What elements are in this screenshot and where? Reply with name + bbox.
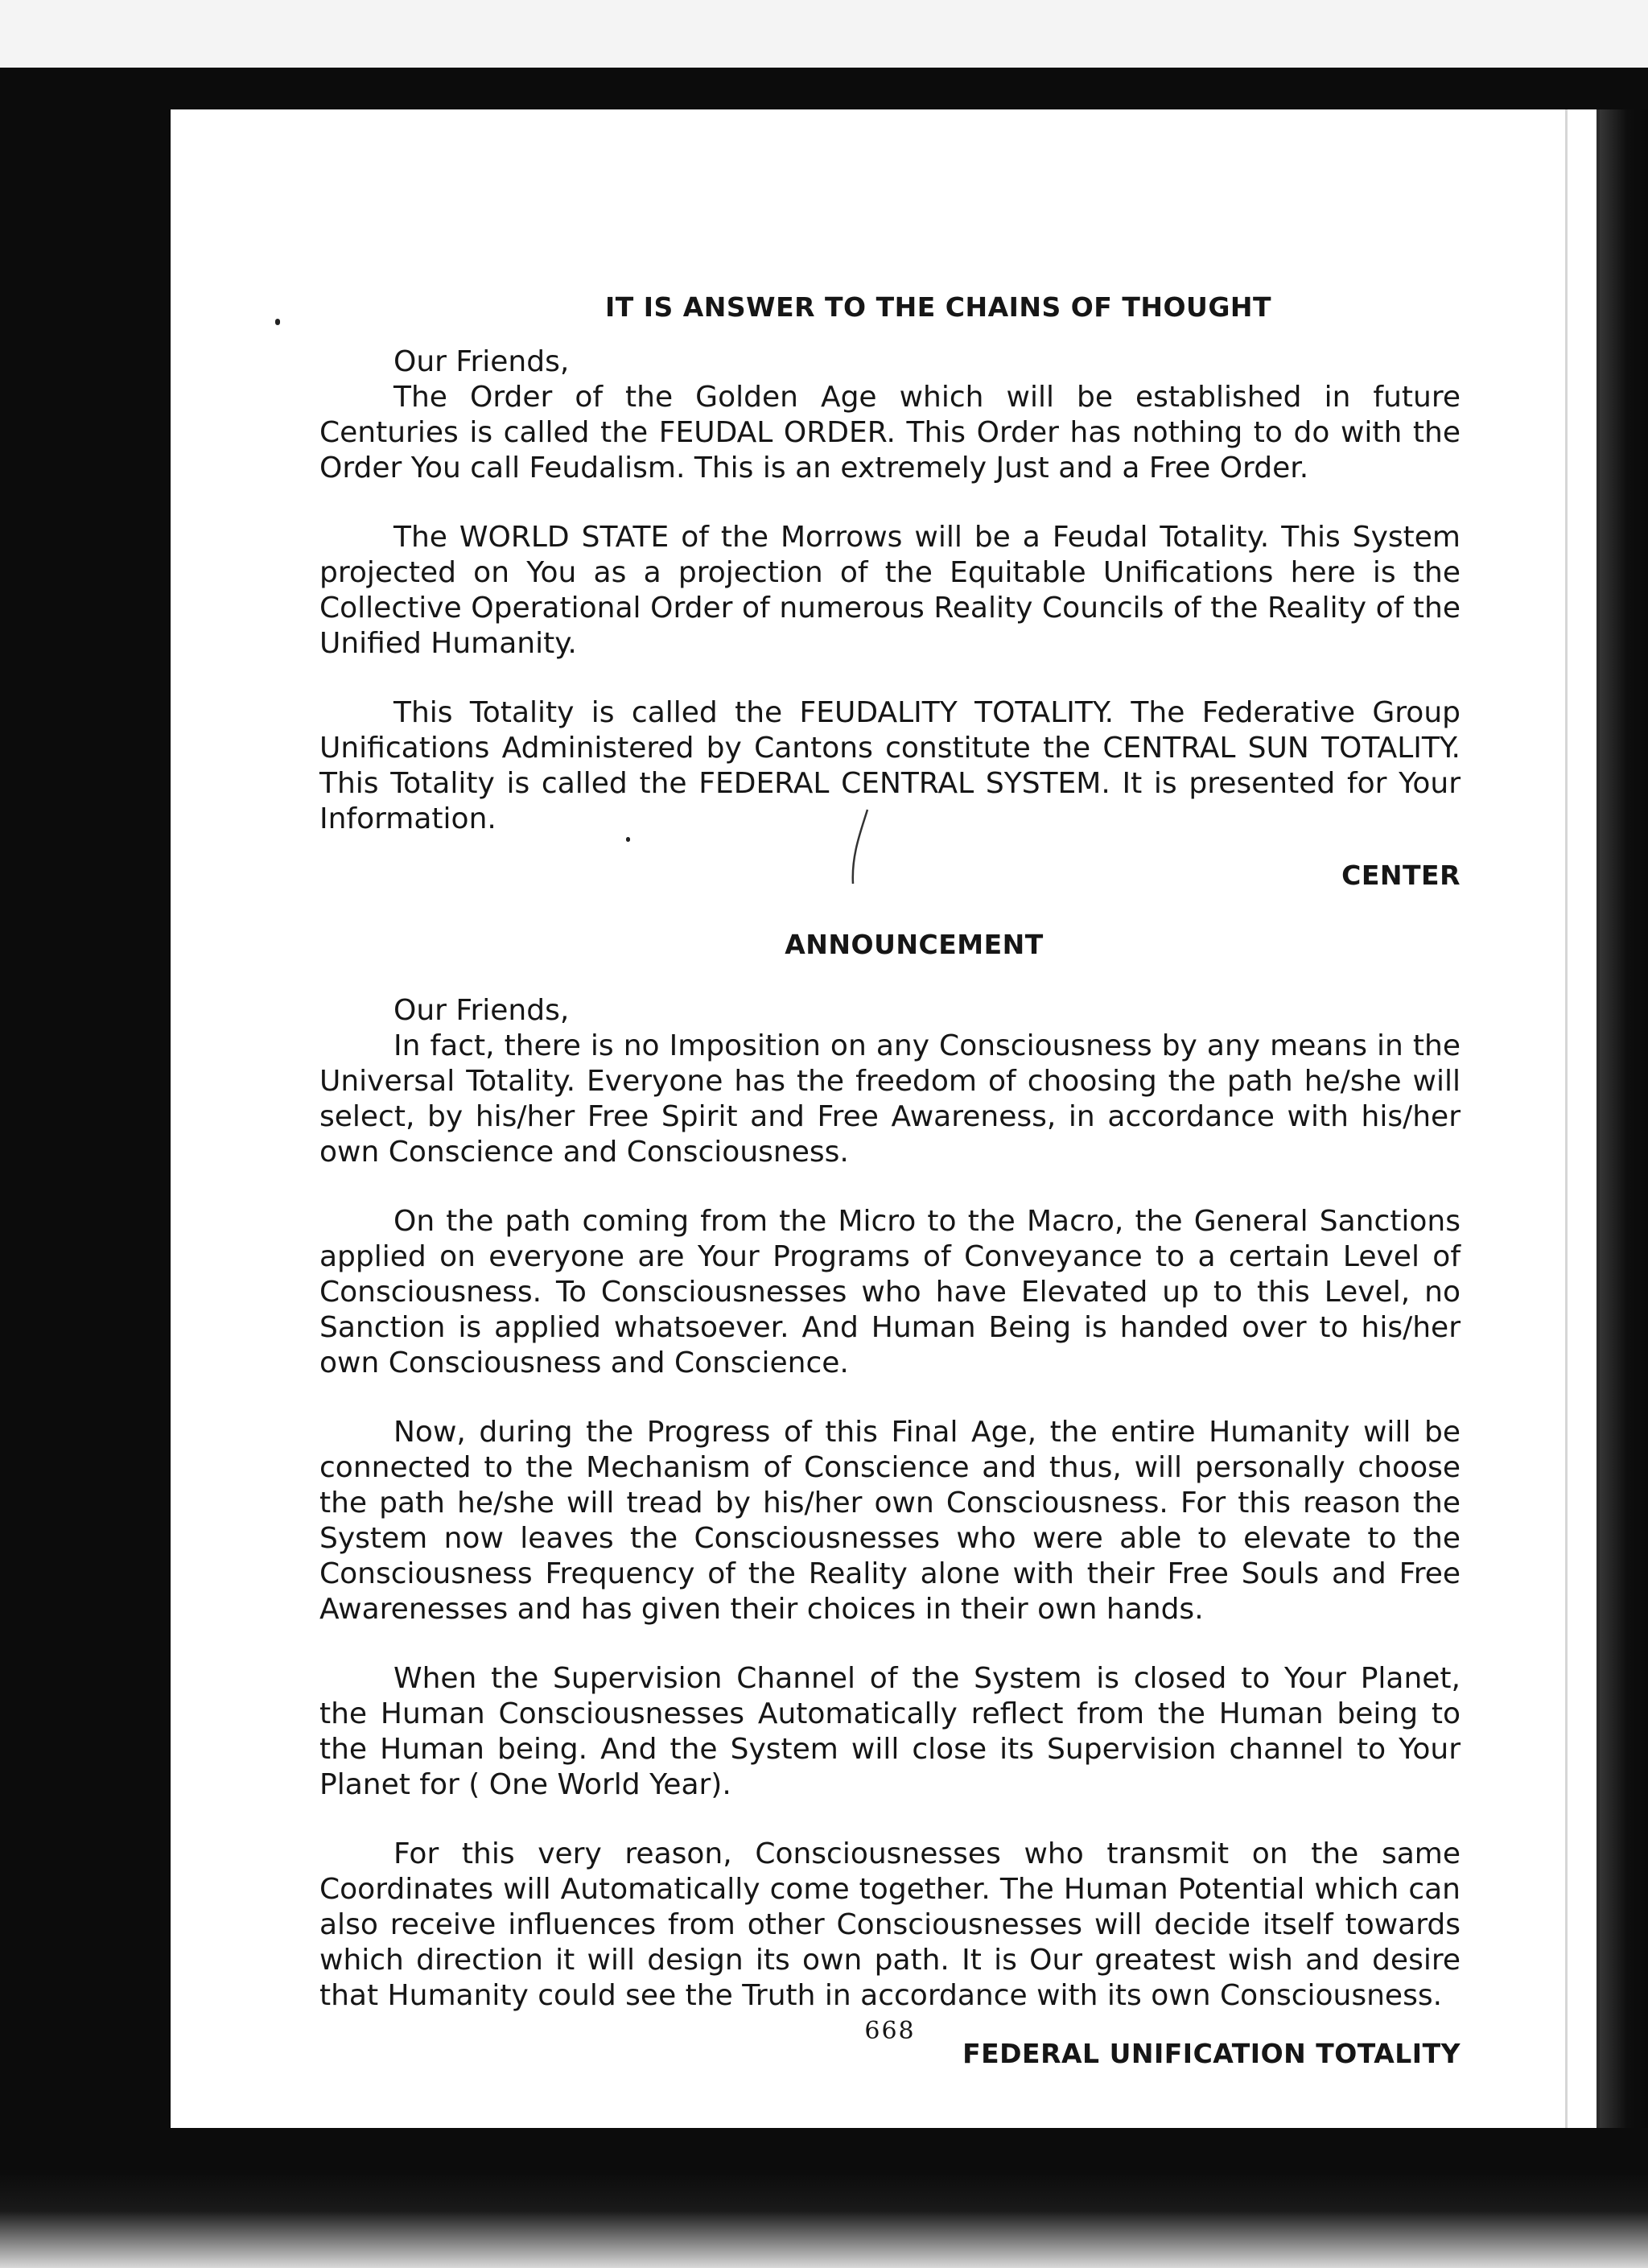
- section-heading: ANNOUNCEMENT: [785, 929, 1044, 960]
- page-number: 668: [864, 2017, 916, 2045]
- paragraph: In fact, there is no Imposition on any Consciousness by any means in the Universal Totality. Everyone has the freedom of choosing the path he/she will select, by his/her Free Spirit and Free Awareness, in accordance with his/her own Conscience and Consciousness.: [319, 1029, 1461, 1169]
- scan-speck: [275, 319, 280, 325]
- paragraph: Now, during the Progress of this Final Age, the entire Humanity will be connected to the Mechanism of Conscience and thus, will personally choose the path he/she will tread by his/her own Consciousness. For this reason the System now leaves the Consciousnesses who were able to elevate to the Consciousness Frequency of the Reality alone with their Free Souls and Free Awarenesses and has given their choices in their own hands.: [319, 1416, 1461, 1626]
- page-edge-shadow: [1596, 109, 1648, 2128]
- page-content: [319, 290, 1461, 2101]
- paragraph: This Totality is called the FEUDALITY TOTALITY. The Federative Group Unifications Administered by Cantons constitute the CENTRAL SUN TOTALITY. This Totality is called the FEDERAL CENTRAL SYSTEM. It is presented for Your Information.: [319, 696, 1461, 835]
- paragraph: When the Supervision Channel of the System is closed to Your Planet, the Human Consciousnesses Automatically reflect from the Human being to the Human being. And the System will close its Supervision channel to Your Planet for ( One World Year).: [319, 1662, 1461, 1801]
- salutation: Our Friends,: [393, 345, 570, 378]
- salutation: Our Friends,: [393, 994, 570, 1027]
- scanner-border-bottom: [0, 2173, 1648, 2268]
- section-heading: IT IS ANSWER TO THE CHAINS OF THOUGHT: [604, 291, 1272, 323]
- paragraph: For this very reason, Consciousnesses who transmit on the same Coordinates will Automatically come together. The Human Potential which can also receive influences from other Consciousnesses will decide itself towards which direction it will design its own path. It is Our greatest wish and desire that Humanity could see the Truth in accordance with its own Consciousness.: [319, 1837, 1461, 2012]
- handwritten-mark: [837, 806, 885, 895]
- paragraph: The WORLD STATE of the Morrows will be a Feudal Totality. This System projected on You as a projection of the Equitable Unifications here is the Collective Operational Order of numerous Reality Councils of the Reality of the Unified Humanity.: [319, 521, 1461, 660]
- signature: FEDERAL UNIFICATION TOTALITY: [962, 2038, 1461, 2069]
- signature: CENTER: [1341, 860, 1461, 891]
- paragraph: The Order of the Golden Age which will be established in future Centuries is called the FEUDAL ORDER. This Order has nothing to do with the Order You call Feudalism. This is an extremely Just and a Free Order.: [319, 381, 1461, 485]
- paragraph: On the path coming from the Micro to the Macro, the General Sanctions applied on everyone are Your Programs of Conveyance to a certain Level of Consciousness. To Consciousnesses who have Elevated up to this Level, no Sanction is applied whatsoever. And Human Being is handed over to his/her own Consciousness and Conscience.: [319, 1205, 1461, 1379]
- page-gutter-line: [1565, 109, 1568, 2128]
